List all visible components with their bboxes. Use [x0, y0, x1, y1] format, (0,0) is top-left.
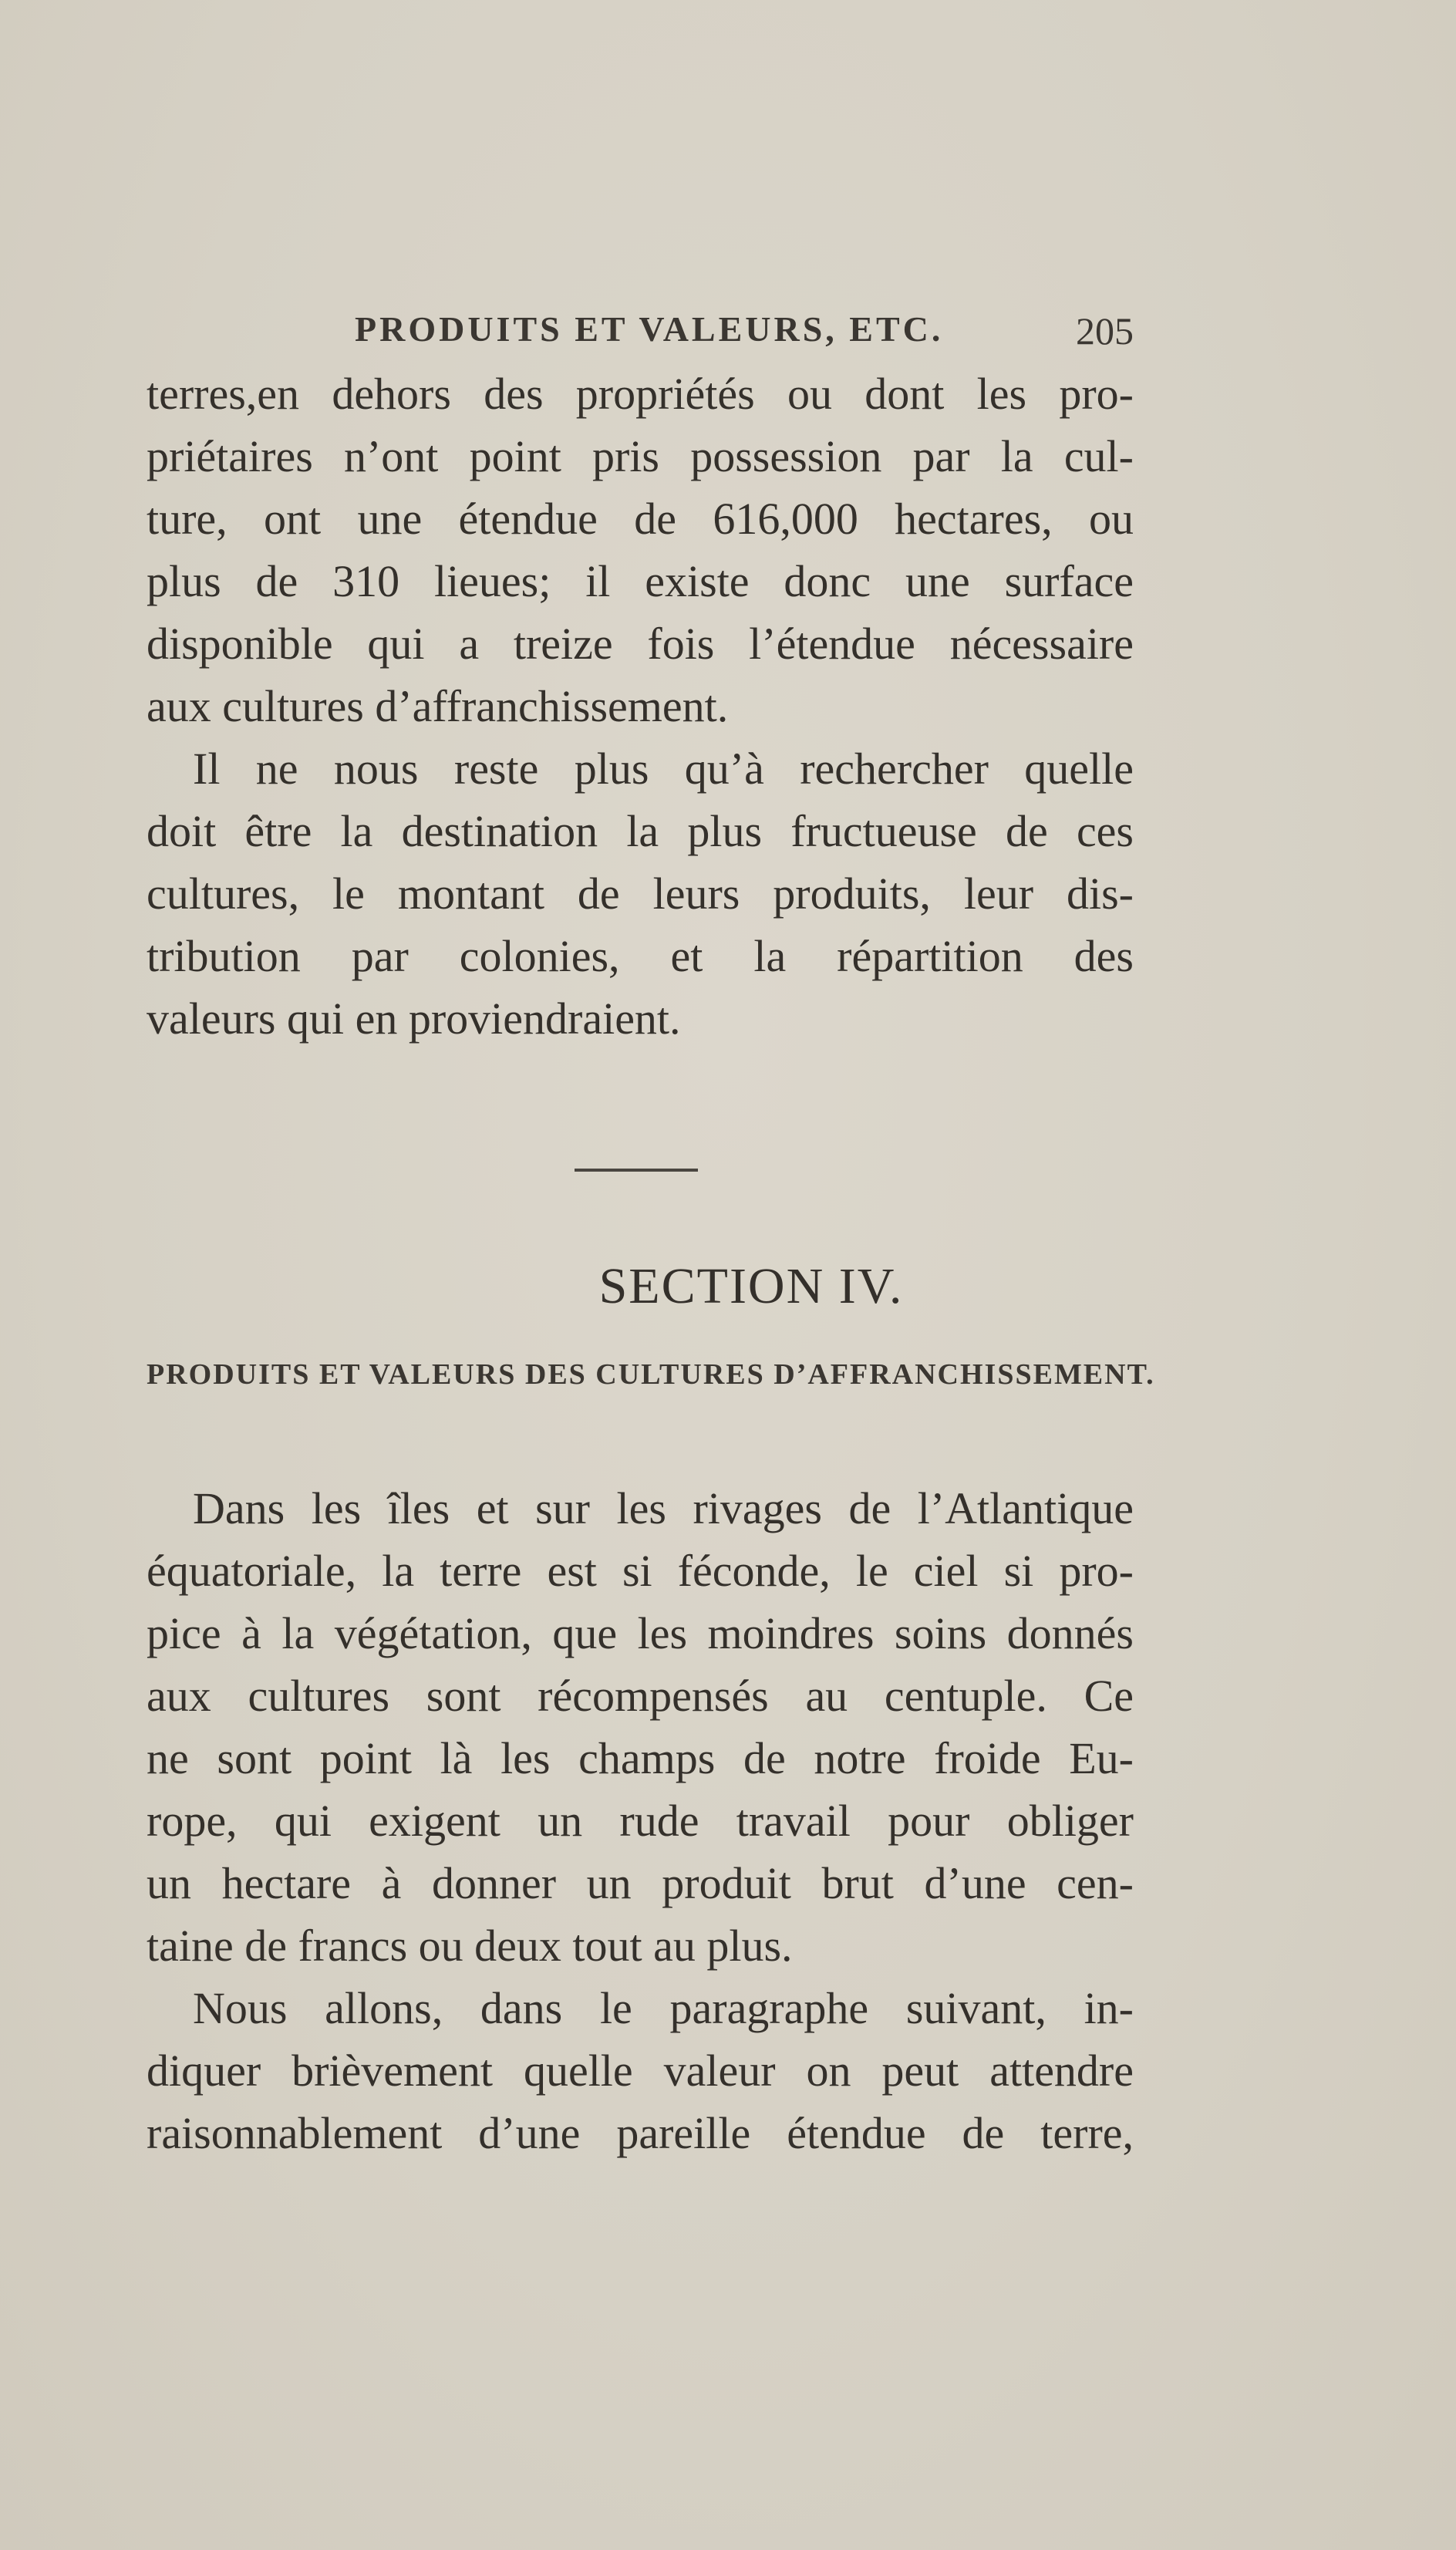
- body-text-bottom: [147, 1477, 1134, 2164]
- text-line: raisonnablement d’une pareille étendue de terre,: [147, 2108, 1134, 2158]
- running-title: PRODUITS ET VALEURS, ETC.: [355, 309, 944, 349]
- text-line: aux cultures sont récompensés au centuple. Ce: [147, 1671, 1134, 1721]
- text-line: plus de 310 lieues; il existe donc une surface: [147, 556, 1134, 606]
- section-subtitle: PRODUITS ET VALEURS DES CULTURES D’AFFRANCHISSEMENT.: [147, 1358, 1155, 1391]
- text-line: un hectare à donner un produit brut d’une cen-: [147, 1858, 1134, 1908]
- text-line: taine de francs ou deux tout au plus.: [147, 1921, 793, 1971]
- text-line: Il ne nous reste plus qu’à rechercher quelle: [193, 744, 1134, 794]
- text-line: cultures, le montant de leurs produits, leur dis-: [147, 869, 1134, 919]
- body-text-top: [147, 363, 1134, 1050]
- text-line: aux cultures d’affranchissement.: [147, 681, 729, 731]
- text-line: diquer brièvement quelle valeur on peut attendre: [147, 2046, 1134, 2096]
- text-line: valeurs qui en proviendraient.: [147, 993, 681, 1044]
- text-line: doit être la destination la plus fructueuse de ces: [147, 806, 1134, 856]
- text-line: Nous allons, dans le paragraphe suivant, in-: [193, 1983, 1134, 2033]
- text-line: rope, qui exigent un rude travail pour obliger: [147, 1796, 1134, 1846]
- text-line: ture, ont une étendue de 616,000 hectares, ou: [147, 494, 1134, 544]
- text-line: terres,en dehors des propriétés ou dont les pro-: [147, 369, 1134, 419]
- text-line: Dans les îles et sur les rivages de l’Atlantique: [193, 1483, 1134, 1533]
- section-title: SECTION IV.: [598, 1258, 904, 1314]
- page-number: 205: [1076, 309, 1134, 352]
- text-line: priétaires n’ont point pris possession par la cul-: [147, 431, 1134, 481]
- running-head: [147, 309, 1134, 355]
- text-line: ne sont point là les champs de notre froide Eu-: [147, 1733, 1134, 1783]
- section-divider: [575, 1169, 698, 1172]
- text-line: disponible qui a treize fois l’étendue nécessaire: [147, 619, 1134, 669]
- text-line: pice à la végétation, que les moindres soins donnés: [147, 1608, 1134, 1658]
- text-line: équatoriale, la terre est si féconde, le ciel si pro-: [147, 1546, 1134, 1596]
- text-line: tribution par colonies, et la répartition des: [147, 931, 1134, 981]
